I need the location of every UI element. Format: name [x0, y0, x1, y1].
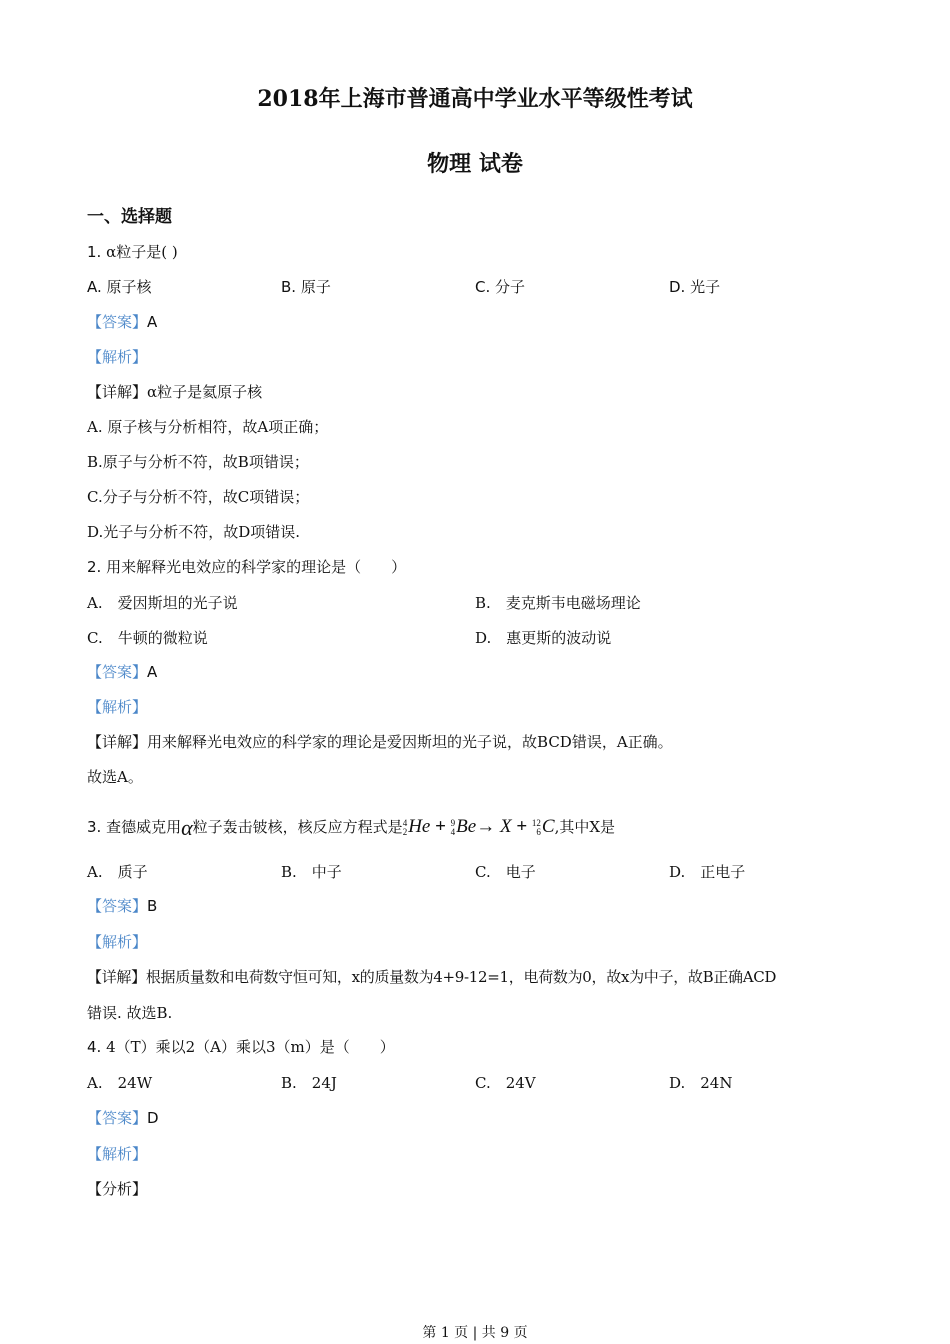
detail-tag: 【详解】 — [87, 383, 148, 401]
option-c: C. 分子 — [475, 278, 526, 296]
equation-part: + — [435, 816, 446, 837]
document-subtitle: 物理 试卷 — [427, 151, 523, 177]
answer-tag: 【答案】 — [87, 313, 148, 331]
option-d: D. 惠更斯的波动说 — [475, 629, 612, 647]
detail-text: A. 原子核与分析相符，故A项正确； — [87, 418, 329, 436]
equation-part: 9 — [450, 817, 456, 828]
analysis-tag: 【解析】 — [87, 348, 148, 366]
detail-text: 故选A。 — [87, 768, 143, 786]
equation-part: C — [541, 816, 555, 837]
equation-part: Be — [456, 816, 477, 837]
detail-line — [87, 731, 673, 753]
question-number: 1. — [87, 243, 102, 261]
option-a: A. 原子核 — [87, 278, 152, 296]
option-a: A. 爱因斯坦的光子说 — [87, 594, 238, 612]
detail-line — [87, 966, 776, 988]
option-d: D. 24N — [669, 1074, 733, 1092]
question-4 — [87, 1036, 395, 1058]
option-c: C. 电子 — [475, 863, 536, 881]
equation-part: 12 — [531, 817, 541, 828]
detail-line — [87, 381, 262, 403]
option-c: C. 24V — [475, 1074, 536, 1092]
he-nucleon-numbers — [403, 819, 408, 837]
question-2 — [87, 556, 406, 578]
alpha-symbol: α — [181, 815, 193, 840]
detail-text: C.分子与分析不符，故C项错误； — [87, 488, 310, 506]
equation-part: 2 — [402, 826, 408, 837]
answer-tag: 【答案】 — [87, 663, 148, 681]
question-3 — [87, 811, 615, 839]
equation-part: 4 — [402, 817, 408, 828]
fenxi-tag: 【分析】 — [87, 1180, 148, 1198]
equation-part: 6 — [536, 826, 541, 837]
answer-value: A — [147, 313, 158, 331]
question-text: 4（T）乘以2（A）乘以3（m）是（ ） — [106, 1038, 395, 1056]
equation-part: → — [476, 816, 496, 837]
document-title: 2018年上海市普通高中学业水平等级性考试 — [257, 86, 693, 112]
answer-line — [87, 1107, 159, 1129]
equation-part: 4 — [450, 826, 456, 837]
be-nucleon-numbers — [451, 819, 456, 837]
detail-tag: 【详解】 — [87, 733, 148, 751]
answer-line — [87, 661, 157, 683]
question-number: 2. — [87, 558, 102, 576]
question-1 — [87, 241, 178, 263]
option-b: B. 麦克斯韦电磁场理论 — [475, 594, 641, 612]
question-text: 用来解释光电效应的科学家的理论是（ ） — [106, 558, 407, 576]
detail-text: α粒子是氦原子核 — [147, 383, 263, 401]
answer-tag: 【答案】 — [87, 897, 148, 915]
detail-text: 用来解释光电效应的科学家的理论是爱因斯坦的光子说，故BCD错误，A正确。 — [147, 733, 673, 751]
question-number: 4. — [87, 1038, 102, 1056]
nuclear-equation — [403, 816, 555, 837]
equation-part: He — [408, 816, 431, 837]
answer-line — [87, 311, 157, 333]
detail-text: D.光子与分析不符，故D项错误. — [87, 523, 301, 541]
option-d: D. 正电子 — [669, 863, 746, 881]
detail-tag: 【详解】 — [87, 968, 146, 986]
option-a: A. 24W — [87, 1074, 153, 1092]
c-nucleon-numbers — [532, 819, 541, 837]
option-c: C. 牛顿的微粒说 — [87, 629, 208, 647]
question-number: 3. — [87, 818, 102, 836]
equation-part: + — [516, 816, 528, 837]
answer-line — [87, 895, 157, 917]
question-text: 查德威克用 — [106, 818, 182, 836]
section-heading: 一、选择题 — [87, 207, 172, 227]
answer-value: D — [147, 1109, 159, 1127]
analysis-tag: 【解析】 — [87, 933, 148, 951]
answer-value: A — [147, 663, 158, 681]
equation-part: X — [499, 816, 512, 837]
option-b: B. 中子 — [281, 863, 342, 881]
question-text: ,其中X是 — [554, 818, 616, 836]
analysis-tag: 【解析】 — [87, 698, 148, 716]
answer-value: B — [147, 897, 158, 915]
option-b: B. 24J — [281, 1074, 337, 1092]
option-b: B. 原子 — [281, 278, 331, 296]
page-footer: 第 1 页 | 共 9 页 — [422, 1325, 528, 1341]
option-d: D. 光子 — [669, 278, 721, 296]
answer-tag: 【答案】 — [87, 1109, 148, 1127]
analysis-tag: 【解析】 — [87, 1145, 148, 1163]
question-text: 粒子轰击铍核，核反应方程式是 — [192, 818, 403, 836]
detail-text: 根据质量数和电荷数守恒可知，x的质量数为4+9-12=1，电荷数为0，故x为中子，故B正确ACD — [145, 968, 777, 986]
question-text: α粒子是( ) — [106, 243, 178, 261]
detail-text: B.原子与分析不符，故B项错误； — [87, 453, 309, 471]
detail-text: 错误. 故选B. — [87, 1004, 173, 1022]
option-a: A. 质子 — [87, 863, 148, 881]
